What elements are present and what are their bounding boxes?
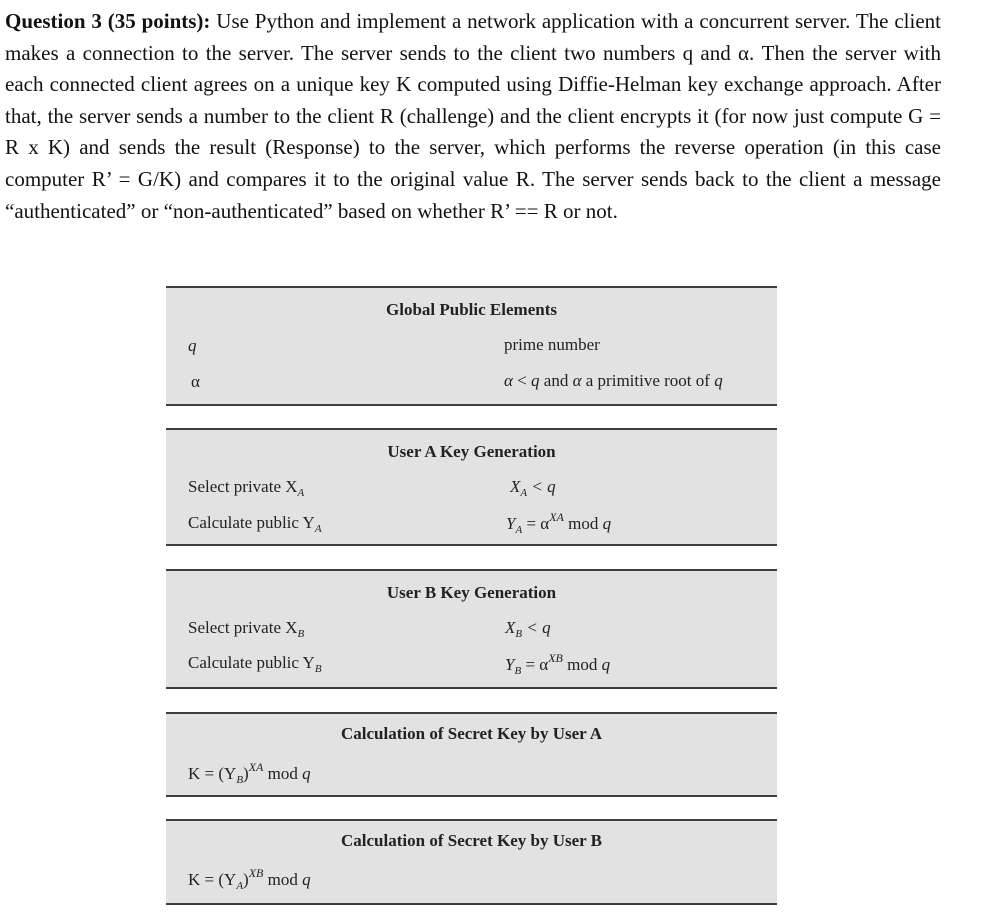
- user-a-calculate-public: Calculate public $Y_A$: [188, 513, 322, 535]
- q-symbol: q: [188, 336, 197, 355]
- user-a-public-formula: $Y_A = \alpha^{XA}$ mod q: [506, 510, 612, 536]
- secret-key-user-b-formula: $K = (Y_A)^{XB}$ mod q: [188, 866, 311, 892]
- user-b-private-condition: $X_B < q$: [505, 618, 551, 640]
- question-heading: Question 3 (35 points):: [5, 9, 211, 33]
- alpha-description: α < q and α a primitive root of q: [504, 371, 723, 390]
- user-a-private-condition: $X_A < q$: [510, 477, 556, 499]
- alpha-symbol: α: [191, 372, 200, 391]
- secret-key-user-a-title: Calculation of Secret Key by User A: [341, 724, 602, 743]
- user-b-calculate-public: Calculate public $Y_B$: [188, 653, 322, 675]
- q-description: prime number: [504, 335, 600, 354]
- secret-key-user-a-box: [166, 712, 777, 797]
- user-a-title: User A Key Generation: [387, 442, 556, 461]
- question-paragraph: [5, 6, 941, 227]
- question-body: Use Python and implement a network application with a concurrent server. The client makes a connection to the server. The server sends to the client two numbers q and α. Then the server with each connected client agrees on a unique key K computed using Diffie-Helman key exchange approach. After that, the server sends a number to the client R (challenge) and the client encrypts it (for now just compute G = R x K) and sends the result (Response) to the server, which performs the reverse operation (in this case computer R’ = G/K) and compares it to the original value R. The server sends back to the client a message “authenticated” or “non-authenticated” based on whether R’ == R or not.: [5, 9, 941, 223]
- user-a-select-private: Select private $X_A$: [188, 477, 305, 499]
- user-b-key-generation-box: [166, 569, 777, 689]
- secret-key-user-b-title: Calculation of Secret Key by User B: [341, 831, 602, 850]
- global-public-elements-box: [166, 286, 777, 406]
- user-b-select-private: Select private $X_B$: [188, 618, 305, 640]
- secret-key-user-b-box: [166, 819, 777, 905]
- global-public-elements-title: Global Public Elements: [386, 300, 557, 319]
- secret-key-user-a-formula: $K = (Y_B)^{XA}$ mod q: [188, 760, 311, 786]
- user-b-title: User B Key Generation: [386, 583, 557, 602]
- user-b-public-formula: $Y_B = \alpha^{XB}$ mod q: [505, 651, 611, 677]
- user-a-key-generation-box: [166, 428, 777, 546]
